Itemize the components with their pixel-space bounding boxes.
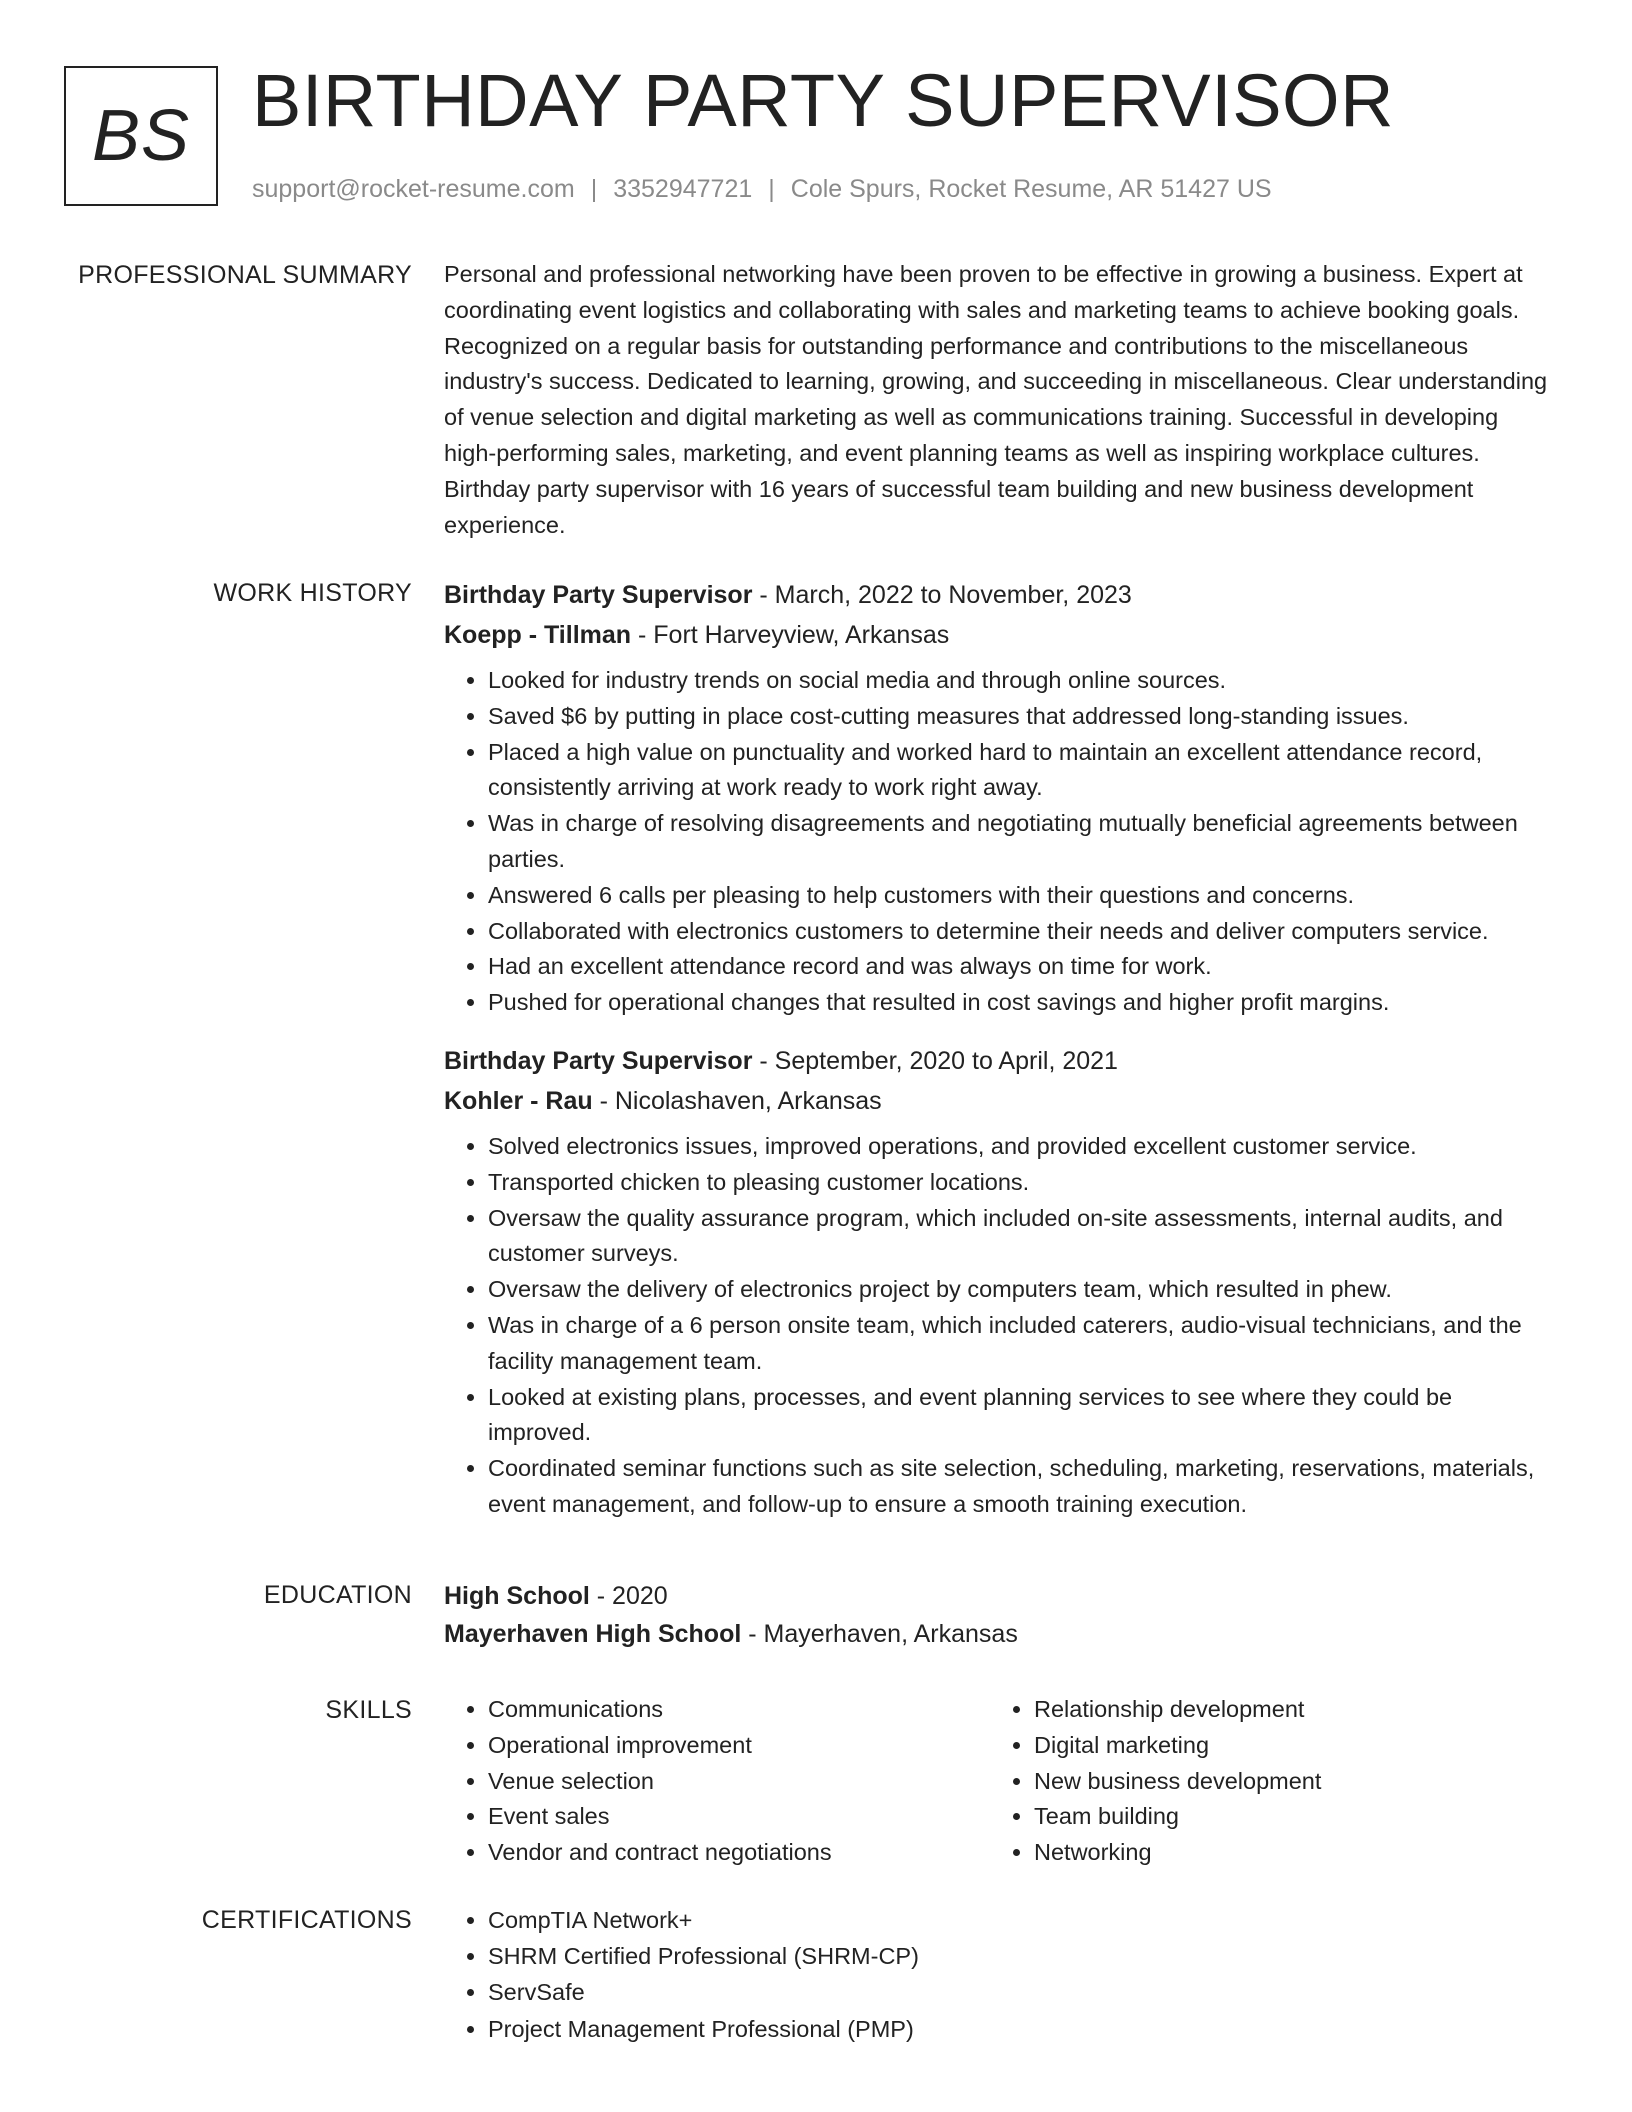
list-item: • Transported chicken to pleasing customer locations.: [488, 1165, 1554, 1201]
skill-item: • Operational improvement: [488, 1728, 990, 1764]
skill-item: • Team building: [1034, 1799, 1536, 1835]
job-entry: [444, 1041, 1554, 1523]
list-item: • Had an excellent attendance record and was always on time for work.: [488, 949, 1554, 985]
contact-separator: |: [768, 175, 775, 203]
job-company: Kohler - Rau: [444, 1086, 593, 1115]
certification-item: • CompTIA Network+: [488, 1902, 1554, 1938]
education-body: [444, 1577, 1554, 1653]
job-title: Birthday Party Supervisor: [444, 581, 753, 609]
job-location: Nicolashaven, Arkansas: [614, 1086, 882, 1115]
summary-text: Personal and professional networking have been proven to be effective in growing a business. Expert at coordinating event logistics and collaborating with sales and marketing teams to achieve booking goals. Recognized on a regular basis for outstanding performance and contributions to the miscellaneous industry's success. Dedicated to learning, growing, and succeeding in miscellaneous. Clear understanding of venue selection and digital marketing as well as communications training. Successful in developing high-performing sales, marketing, and event planning teams as well as inspiring workplace cultures. Birthday party supervisor with 16 years of successful team building and new business development experience.: [444, 261, 1548, 538]
list-item: • Coordinated seminar functions such as site selection, scheduling, marketing, reservations, materials, event management, and follow-up to ensure a smooth training execution.: [488, 1451, 1554, 1523]
skill-item: • Event sales: [488, 1799, 990, 1835]
certifications-list: [444, 1902, 1554, 2047]
list-item: • Looked for industry trends on social media and through online sources.: [488, 663, 1554, 699]
job-bullets: [444, 663, 1554, 1021]
page-title: BIRTHDAY PARTY SUPERVISOR: [252, 59, 1395, 142]
skill-item: • Digital marketing: [1034, 1728, 1536, 1764]
summary-body: [444, 257, 1554, 543]
email-text: support@rocket-resume.com: [252, 175, 575, 203]
section-label-skills: SKILLS: [325, 1696, 412, 1724]
skill-item: • New business development: [1034, 1764, 1536, 1800]
list-item: • Collaborated with electronics customers to determine their needs and deliver computers service.: [488, 914, 1554, 950]
job-dates: March, 2022 to November, 2023: [774, 581, 1132, 609]
education-school: Mayerhaven High School: [444, 1620, 742, 1648]
skills-list-right: [990, 1692, 1536, 1871]
skills-column-right: [990, 1692, 1536, 1871]
education-degree-line: High School - 2020: [444, 1582, 668, 1610]
skills-grid: [444, 1692, 1554, 1871]
job-company: Koepp - Tillman: [444, 621, 632, 649]
skills-list-left: [444, 1692, 990, 1871]
contact-separator: |: [590, 175, 598, 203]
list-item: • Pushed for operational changes that resulted in cost savings and higher profit margins.: [488, 985, 1554, 1021]
education-location: Mayerhaven, Arkansas: [763, 1620, 1018, 1648]
certification-item: • Project Management Professional (PMP): [488, 2011, 1554, 2047]
list-item: • Looked at existing plans, processes, and event planning services to see where they could be improved.: [488, 1380, 1554, 1452]
certifications-body: [444, 1902, 1554, 2047]
work-history-body: [444, 575, 1554, 1523]
address-text: Cole Spurs, Rocket Resume, AR 51427 US: [790, 175, 1272, 203]
list-item: • Oversaw the quality assurance program, which included on-site assessments, internal audits, and customer surveys.: [488, 1201, 1554, 1273]
list-item: • Was in charge of a 6 person onsite team, which included caterers, audio-visual technicians, and the facility management team.: [488, 1308, 1554, 1380]
skills-column-left: [444, 1692, 990, 1871]
job-bullets: [444, 1129, 1554, 1523]
job-title: Birthday Party Supervisor: [444, 1046, 753, 1075]
section-label-education: EDUCATION: [263, 1581, 412, 1609]
skill-item: • Vendor and contract negotiations: [488, 1835, 990, 1871]
section-label-work: WORK HISTORY: [213, 579, 412, 607]
contact-line: [252, 172, 1272, 206]
job-title-line: Birthday Party Supervisor - September, 2020 to April, 2021: [444, 1046, 1118, 1075]
education-school-line: Mayerhaven High School - Mayerhaven, Arkansas: [444, 1620, 1018, 1648]
monogram-badge: BS: [64, 66, 218, 206]
certification-item: • ServSafe: [488, 1974, 1554, 2010]
job-location: Fort Harveyview, Arkansas: [653, 621, 950, 649]
phone-text: 3352947721: [613, 175, 753, 203]
list-item: • Placed a high value on punctuality and worked hard to maintain an excellent attendance record, consistently arriving at work ready to work right away.: [488, 735, 1554, 807]
list-item: • Answered 6 calls per pleasing to help customers with their questions and concerns.: [488, 878, 1554, 914]
job-dates: September, 2020 to April, 2021: [774, 1046, 1118, 1075]
job-company-line: Kohler - Rau - Nicolashaven, Arkansas: [444, 1086, 882, 1115]
job-title-line: Birthday Party Supervisor - March, 2022 to November, 2023: [444, 581, 1132, 609]
skill-item: • Venue selection: [488, 1764, 990, 1800]
job-entry: [444, 575, 1554, 1021]
section-label-summary: PROFESSIONAL SUMMARY: [78, 261, 412, 289]
section-label-certifications: CERTIFICATIONS: [201, 1906, 412, 1934]
list-item: • Solved electronics issues, improved operations, and provided excellent customer service.: [488, 1129, 1554, 1165]
certification-item: • SHRM Certified Professional (SHRM-CP): [488, 1938, 1554, 1974]
list-item: • Was in charge of resolving disagreements and negotiating mutually beneficial agreements between parties.: [488, 806, 1554, 878]
list-item: • Oversaw the delivery of electronics project by computers team, which resulted in phew.: [488, 1272, 1554, 1308]
education-year: 2020: [612, 1582, 668, 1610]
skills-body: [444, 1692, 1554, 1871]
list-item: • Saved $6 by putting in place cost-cutting measures that addressed long-standing issues.: [488, 699, 1554, 735]
skill-item: • Networking: [1034, 1835, 1536, 1871]
job-company-line: Koepp - Tillman - Fort Harveyview, Arkansas: [444, 621, 950, 649]
education-degree: High School: [444, 1582, 590, 1610]
skill-item: • Relationship development: [1034, 1692, 1536, 1728]
skill-item: • Communications: [488, 1692, 990, 1728]
